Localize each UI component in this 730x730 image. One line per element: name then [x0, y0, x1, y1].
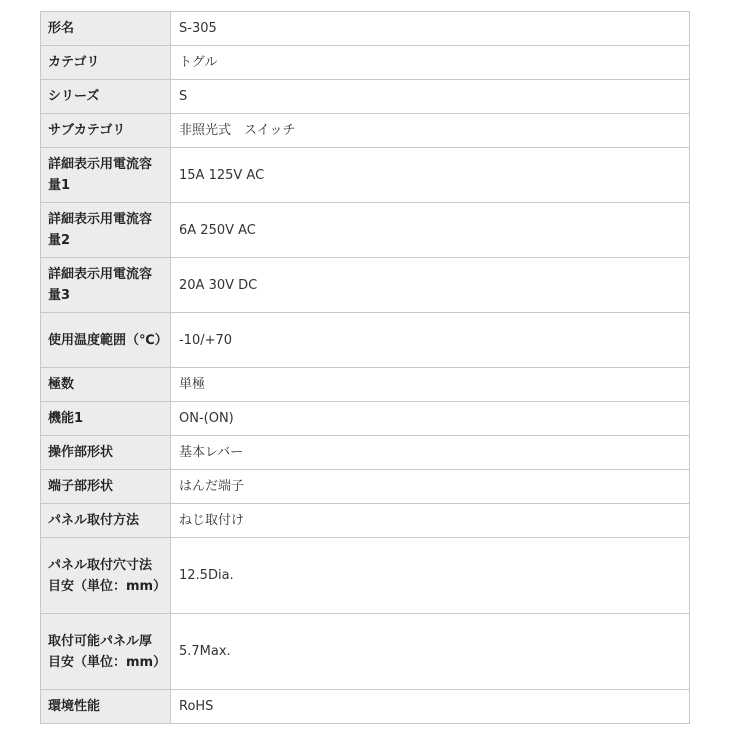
table-row: [41, 12, 690, 46]
spec-value: RoHS: [171, 690, 690, 724]
spec-label: 極数: [41, 368, 171, 402]
table-row: [41, 148, 690, 203]
table-row: [41, 470, 690, 504]
spec-value: ON-(ON): [171, 402, 690, 436]
spec-value: トグル: [171, 46, 690, 80]
table-row: [41, 114, 690, 148]
spec-value: 5.7Max.: [171, 614, 690, 690]
spec-label: 端子部形状: [41, 470, 171, 504]
spec-label: パネル取付方法: [41, 504, 171, 538]
spec-value: 非照光式 スイッチ: [171, 114, 690, 148]
table-row: [41, 203, 690, 258]
spec-value: 6A 250V AC: [171, 203, 690, 258]
table-row: [41, 258, 690, 313]
spec-value: はんだ端子: [171, 470, 690, 504]
spec-value: S: [171, 80, 690, 114]
table-row: [41, 436, 690, 470]
spec-label: 操作部形状: [41, 436, 171, 470]
table-row: [41, 504, 690, 538]
table-row: [41, 690, 690, 724]
spec-label: 詳細表示用電流容量3: [41, 258, 171, 313]
spec-label: 使用温度範囲（℃）: [41, 313, 171, 368]
spec-value: 20A 30V DC: [171, 258, 690, 313]
table-row: [41, 46, 690, 80]
table-row: [41, 614, 690, 690]
spec-label: 詳細表示用電流容量2: [41, 203, 171, 258]
spec-label: パネル取付穴寸法目安（単位：mm）: [41, 538, 171, 614]
spec-value: 基本レバー: [171, 436, 690, 470]
spec-label: シリーズ: [41, 80, 171, 114]
spec-value: 12.5Dia.: [171, 538, 690, 614]
table-row: [41, 402, 690, 436]
table-row: [41, 313, 690, 368]
spec-label: 詳細表示用電流容量1: [41, 148, 171, 203]
spec-value: 15A 125V AC: [171, 148, 690, 203]
spec-value: 単極: [171, 368, 690, 402]
spec-value: S-305: [171, 12, 690, 46]
spec-label: カテゴリ: [41, 46, 171, 80]
spec-table: [40, 11, 690, 724]
table-row: [41, 80, 690, 114]
table-row: [41, 538, 690, 614]
spec-label: 取付可能パネル厚目安（単位：mm）: [41, 614, 171, 690]
table-row: [41, 368, 690, 402]
spec-value: -10/+70: [171, 313, 690, 368]
spec-label: 機能1: [41, 402, 171, 436]
spec-label: サブカテゴリ: [41, 114, 171, 148]
spec-value: ねじ取付け: [171, 504, 690, 538]
spec-label: 環境性能: [41, 690, 171, 724]
spec-label: 形名: [41, 12, 171, 46]
